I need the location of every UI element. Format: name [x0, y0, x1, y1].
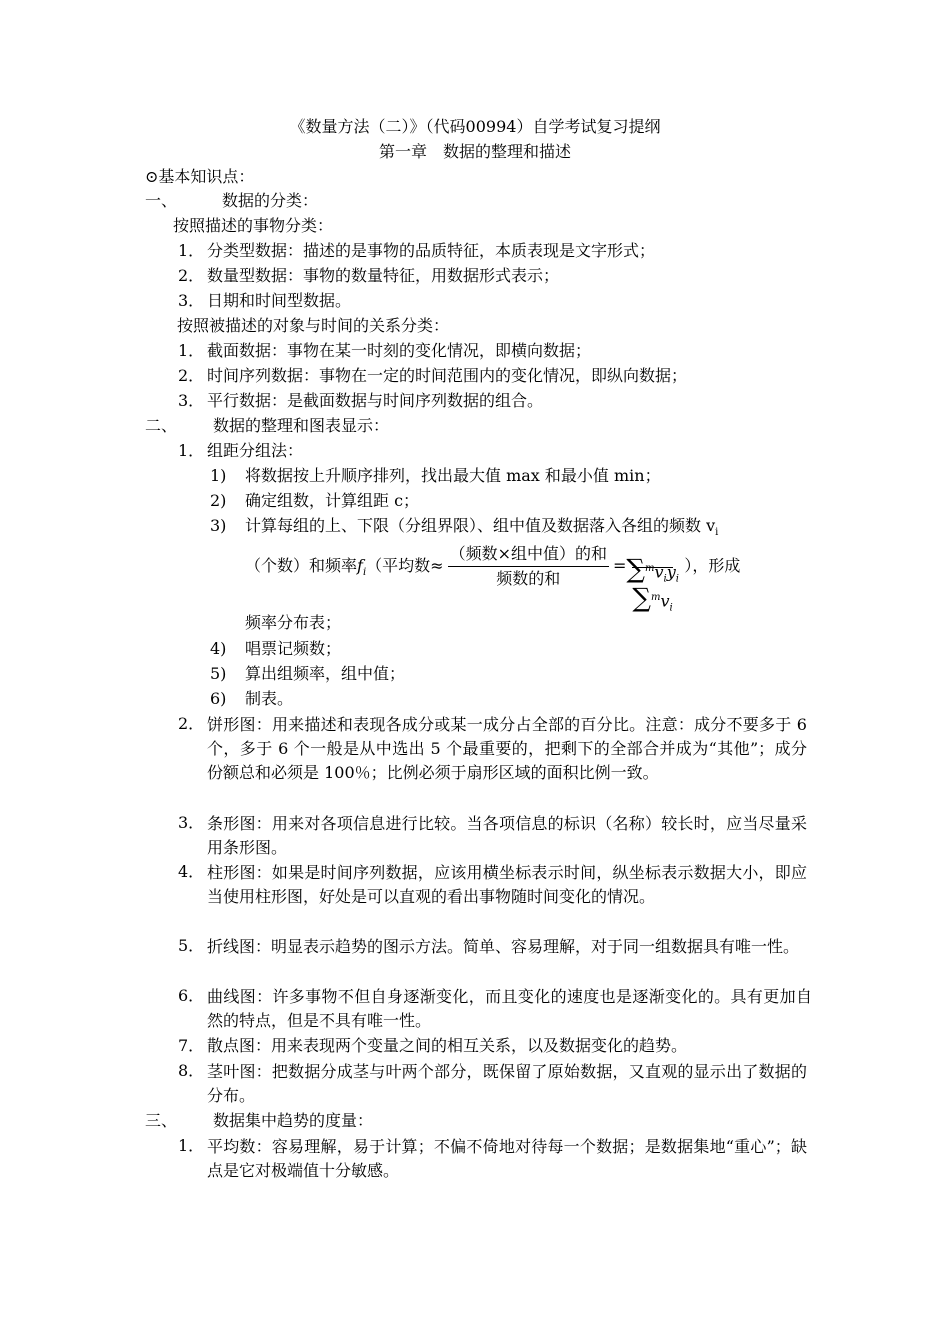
- section-2-number: 二、: [145, 416, 178, 435]
- step-number: 6): [210, 689, 227, 708]
- step-number: 5): [210, 664, 227, 683]
- list-item-text: 散点图：用来表现两个变量之间的相互关系，以及数据变化的趋势。: [207, 1036, 688, 1055]
- step-number: 1): [210, 466, 227, 485]
- step-text: 制表。: [245, 689, 294, 708]
- section-1-subhead-2: 按照被描述的对象与时间的关系分类：: [177, 316, 450, 335]
- fraction: $\frac{\text{（频数×组中值）的和}}{\text{频数的和}}$: [449, 544, 607, 588]
- list-item-text: 茎叶图：把数据分成茎与叶两个部分，既保留了原始数据，又直观的显示出了数据的分布。: [207, 1062, 807, 1105]
- section-3-number: 三、: [145, 1111, 178, 1130]
- doc-title: 《数量方法（二）》（代码00994）自学考试复习提纲: [289, 117, 661, 136]
- list-item-number: 3．: [178, 291, 205, 310]
- chapter-title: 第一章 数据的整理和描述: [378, 142, 571, 161]
- list-item-text: 分类型数据：描述的是事物的品质特征，本质表现是文字形式；: [207, 241, 656, 260]
- list-item-text: 截面数据：事物在某一时刻的变化情况，即横向数据；: [207, 341, 592, 360]
- step-text: 确定组数，计算组距 c；: [245, 491, 420, 510]
- list-item-number: 3．: [178, 813, 205, 832]
- list-item-number: 1．: [178, 441, 205, 460]
- summation-fraction: $\sum^mv_iy_i$ $\sum^mv_i$: [626, 539, 684, 595]
- list-item-text: 条形图：用来对各项信息进行比较。当各项信息的标识（名称）较长时，应当尽量采用条形图。: [207, 814, 807, 857]
- step-number: 4): [210, 639, 227, 658]
- list-item-number: 7．: [178, 1036, 205, 1055]
- list-item-number: 4．: [178, 862, 205, 881]
- list-item-number: 2．: [178, 366, 205, 385]
- list-item-number: 1．: [178, 341, 205, 360]
- list-item-number: 3．: [178, 391, 205, 410]
- list-item-number: 1．: [178, 1136, 205, 1155]
- list-item-text: 柱形图：如果是时间序列数据，应该用横坐标表示时间，纵坐标表示数据大小，即应当使用柱形图，好处是可以直观的看出事物随时间变化的情况。: [207, 863, 807, 906]
- list-item-text: 平均数：容易理解，易于计算；不偏不倚地对待每一个数据；是数据集地“重心”；缺点是它对极端值十分敏感。: [207, 1137, 807, 1180]
- section-2-title: 数据的整理和图表显示：: [213, 416, 390, 435]
- step-text-continued: 频率分布表；: [245, 613, 342, 632]
- list-item-number: 8．: [178, 1061, 205, 1080]
- step-text: 计算每组的上、下限（分组界限）、组中值及数据落入各组的频数 $v_i$: [245, 516, 719, 539]
- list-item-number: 1．: [178, 241, 205, 260]
- list-item-number: 2．: [178, 266, 205, 285]
- section-1-subhead-1: 按照描述的事物分类：: [173, 216, 334, 235]
- list-item-number: 5．: [178, 936, 205, 955]
- section-1-title: 数据的分类：: [222, 191, 319, 210]
- step-text: 算出组频率，组中值；: [245, 664, 406, 683]
- list-item-text: 平行数据：是截面数据与时间序列数据的组合。: [207, 391, 544, 410]
- list-item-text: 饼形图：用来描述和表现各成分或某一成分占全部的百分比。注意：成分不要多于 6 个，多于 6 个一般是从中选出 5 个最重要的，把剩下的全部合并成为“其他”；成分份额总和必须是 100％；比例必须于扇形区域的面积比例一致。: [207, 715, 807, 782]
- list-item-text: 时间序列数据：事物在一定的时间范围内的变化情况，即纵向数据；: [207, 366, 688, 385]
- step-number: 2): [210, 491, 227, 510]
- list-item-text: 曲线图：许多事物不但自身逐渐变化，而且变化的速度也是逐渐变化的。具有更加自然的特点，但是不具有唯一性。: [207, 987, 812, 1030]
- step-text: 唱票记频数；: [245, 639, 342, 658]
- list-item-text: 日期和时间型数据。: [207, 291, 352, 310]
- list-item-number: 6．: [178, 986, 205, 1005]
- section-3-title: 数据集中趋势的度量：: [213, 1111, 374, 1130]
- list-item-text: 折线图：明显表示趋势的图示方法。简单、容易理解，对于同一组数据具有唯一性。: [207, 937, 800, 956]
- step-text: 将数据按上升顺序排列，找出最大值 max 和最小值 min；: [245, 466, 661, 485]
- frequency-formula: （个数）和频率$f_i$（平均数≈ $\frac{\text{（频数×组中值）的和}}{\text{频数的和}}$ = $\sum^mv_iy_i$ $\sum^mv_i$ ），形成: [245, 536, 740, 603]
- list-item-number: 2．: [178, 714, 205, 733]
- list-item-text: 组距分组法：: [207, 441, 304, 460]
- section-1-number: 一、: [145, 191, 178, 210]
- basic-points-label: ⊙基本知识点：: [145, 167, 255, 186]
- list-item-text: 数量型数据：事物的数量特征，用数据形式表示；: [207, 266, 560, 285]
- step-number: 3): [210, 516, 227, 535]
